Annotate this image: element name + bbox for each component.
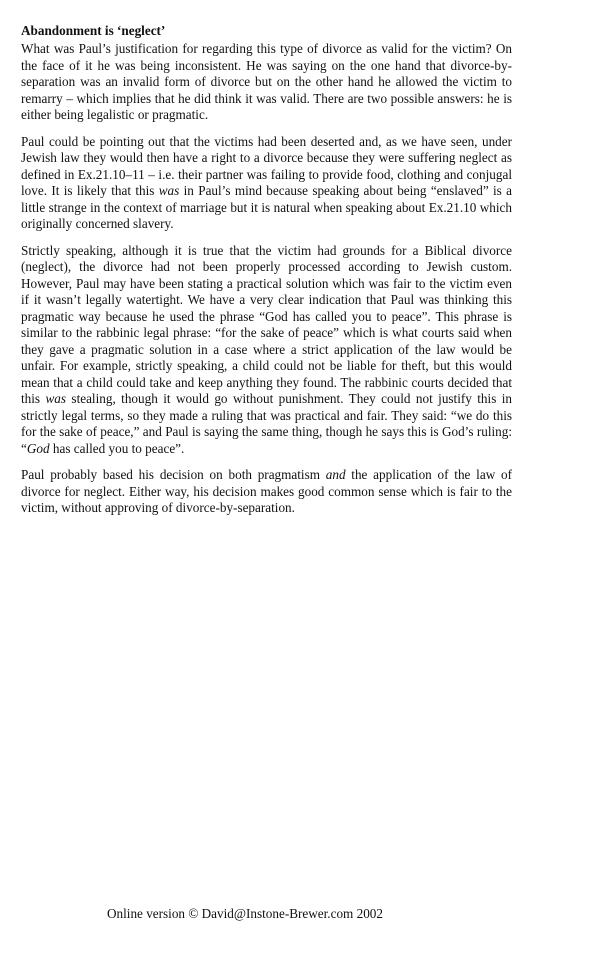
paragraph-2	[21, 134, 512, 233]
paragraph-4	[21, 467, 512, 517]
paragraph-3-text-a: Strictly speaking, although it is true that the victim had grounds for a Biblical divorce (neglect), the divorce had not been properly processed according to Jewish custom. However, Paul may have been stating a practical solution which was fair to the victim even if it wasn’t legally watertight. We have a very clear indication that Paul was thinking this pragmatic way because he used the phrase “God has called you to peace”. This phrase is similar to the rabbinic legal phrase: “for the sake of peace” which is what courts said when they gave a pragmatic solution in a case where a strict application of the law would be unfair. For example, strictly speaking, a child could not be liable for theft, but this would mean that a child could take and keep anything they found. The rabbinic courts decided that this	[21, 242, 512, 406]
page-footer: Online version © David@Instone-Brewer.com 2002	[107, 906, 383, 921]
document-page	[21, 22, 512, 527]
paragraph-1	[21, 41, 512, 124]
paragraph-2-text-b: in Paul’s mind because speaking about being “enslaved” is a little strange in the context of marriage but it is natural when speaking about Ex.21.10 which originally concerned slavery.	[21, 183, 513, 231]
paragraph-2-text-a: Paul could be pointing out that the victims had been deserted and, as we have seen, under Jewish law they would then have a right to a divorce because they were suffering neglect as defined in Ex.21.10–11 – i.e. their partner was failing to provide food, clothing and conjugal love. It is likely that this	[21, 133, 512, 198]
paragraph-3	[21, 243, 512, 458]
paragraph-1-text: What was Paul’s justification for regarding this type of divorce as valid for the victim? On the face of it he was being inconsistent. He was saying on the one hand that divorce-by-separation was an invalid form of divorce but on the other hand he allowed the victim to remarry – which implies that he did think it was valid. There are two possible answers: he is either being legalistic or pragmatic.	[21, 41, 512, 122]
paragraph-3-emphasis-god: God	[26, 440, 50, 456]
paragraph-3-emphasis-was: was	[45, 391, 67, 406]
paragraph-4-emphasis-and: and	[325, 467, 346, 482]
section-heading: Abandonment is ‘neglect’	[21, 23, 166, 38]
paragraph-2-emphasis-was: was	[158, 183, 180, 198]
paragraph-3-text-c: has called you to peace”.	[49, 440, 185, 456]
paragraph-3-text-b: stealing, though it would go without punishment. They could not justify this in strictly legal terms, so they made a ruling that was practical and fair. They said: “we do this for the sake of peace,” and Paul is saying the same thing, though he says this is God’s ruling: “	[21, 391, 512, 456]
paragraph-4-text-b: the application of the law of divorce for neglect. Either way, his decision makes good common sense which is fair to the victim, without approving of divorce-by-separation.	[21, 467, 512, 515]
paragraph-4-text-a: Paul probably based his decision on both pragmatism	[21, 467, 326, 482]
